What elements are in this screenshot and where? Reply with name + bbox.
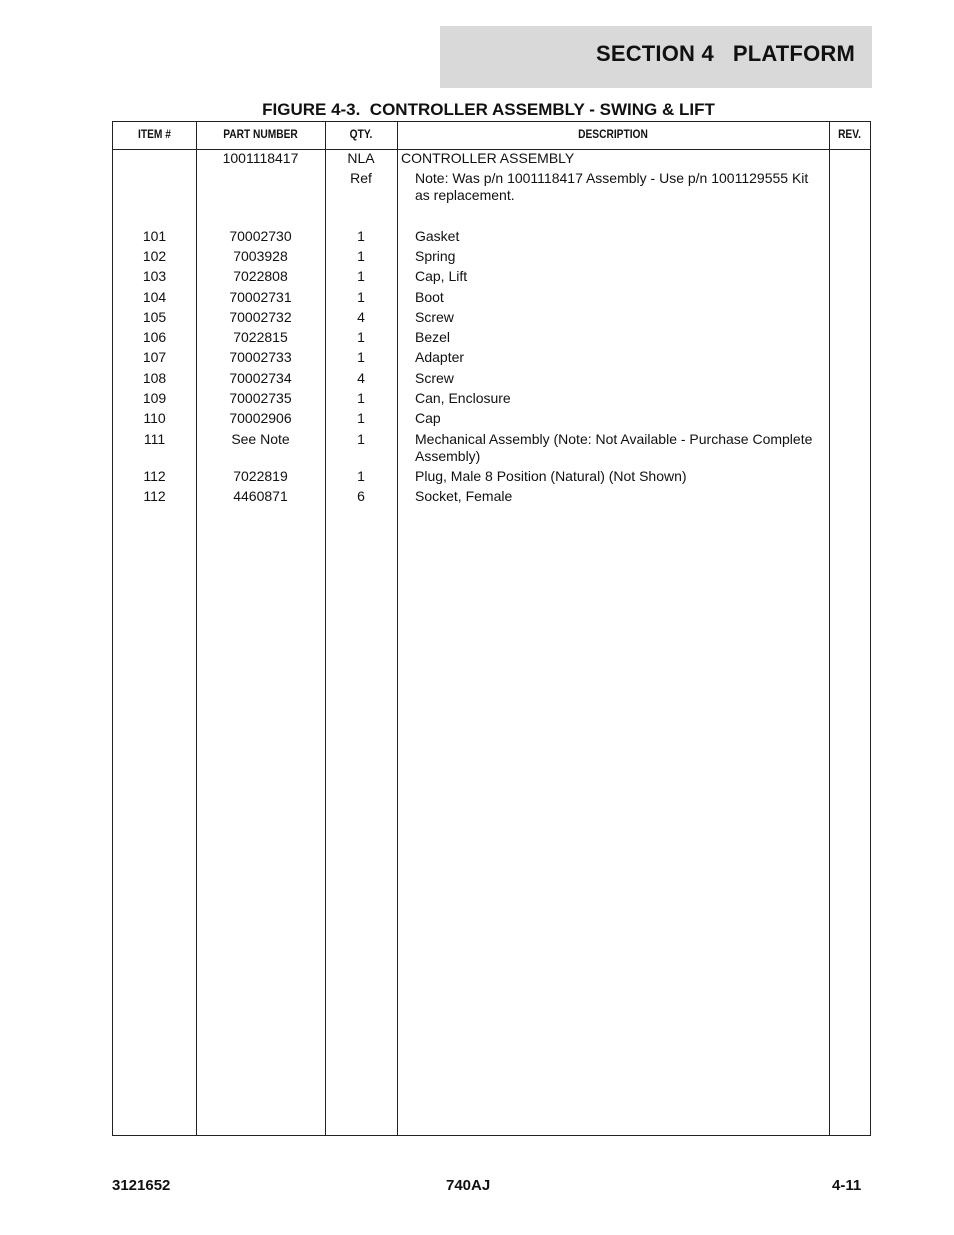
part-number: 70002732 (229, 309, 292, 325)
quantity: 4 (357, 370, 365, 386)
header-description: DESCRIPTION (578, 127, 648, 141)
description: Mechanical Assembly (Note: Not Available - Purchase Complete Assembly) (415, 431, 813, 464)
column-divider (829, 122, 830, 1135)
item-number: 110 (143, 410, 166, 426)
part-number: 70002735 (229, 390, 292, 406)
description: Adapter (415, 349, 465, 365)
quantity: 1 (357, 228, 365, 244)
description: Spring (415, 248, 456, 264)
quantity: 1 (357, 248, 365, 264)
description: Socket, Female (415, 488, 513, 504)
description: Gasket (415, 228, 460, 244)
item-number: 112 (143, 468, 166, 484)
description: Cap, Lift (415, 268, 468, 284)
item-number: 105 (142, 309, 167, 325)
quantity: 1 (357, 268, 365, 284)
description: Plug, Male 8 Position (Natural) (Not Shown) (415, 468, 687, 484)
column-divider (397, 122, 398, 1135)
part-number: 7022815 (233, 329, 288, 345)
quantity: Ref (350, 170, 372, 186)
figure-title: FIGURE 4-3. CONTROLLER ASSEMBLY - SWING & LIFT (262, 100, 715, 119)
part-number: 70002906 (229, 410, 292, 426)
quantity: 4 (357, 309, 365, 325)
quantity: 6 (357, 488, 365, 504)
footer-model: 740AJ (446, 1177, 491, 1194)
quantity: 1 (357, 390, 365, 406)
description: Boot (415, 289, 444, 305)
part-number: 7022808 (233, 268, 288, 284)
item-number: 109 (142, 390, 167, 406)
header-qty: QTY. (349, 127, 373, 141)
item-number: 101 (142, 228, 167, 244)
header-item: ITEM # (138, 127, 171, 141)
item-number: 104 (142, 289, 167, 305)
part-number: 4460871 (233, 488, 288, 504)
description: Bezel (415, 329, 451, 345)
item-number: 107 (142, 349, 167, 365)
part-number: 70002730 (229, 228, 292, 244)
quantity: 1 (357, 410, 365, 426)
part-number: 7022819 (233, 468, 288, 484)
quantity: 1 (357, 329, 365, 345)
section-banner (440, 26, 872, 88)
footer-page-number: 4-11 (832, 1177, 862, 1194)
description: Note: Was p/n 1001118417 Assembly - Use p/n 1001129555 Kit as replacement. (415, 170, 809, 203)
part-number: 70002731 (229, 289, 292, 305)
part-number: 70002734 (229, 370, 292, 386)
description: Can, Enclosure (415, 390, 511, 406)
item-number: 103 (142, 268, 167, 284)
item-number: 112 (143, 488, 166, 504)
part-number: 70002733 (229, 349, 292, 365)
item-number: 106 (142, 329, 167, 345)
item-number: 108 (142, 370, 167, 386)
part-number: 7003928 (233, 248, 288, 264)
quantity: 1 (357, 289, 365, 305)
description: Cap (415, 410, 441, 426)
item-number: 111 (143, 431, 166, 447)
description: Screw (415, 370, 454, 386)
quantity: 1 (357, 468, 365, 484)
parts-table (112, 121, 871, 1136)
quantity: NLA (347, 150, 375, 166)
quantity: 1 (357, 431, 365, 447)
part-number: 1001118417 (222, 150, 299, 166)
section-title: SECTION 4 PLATFORM (595, 41, 855, 66)
header-rev: REV. (838, 127, 861, 141)
part-number: See Note (231, 431, 290, 447)
description: CONTROLLER ASSEMBLY (401, 150, 575, 166)
description: Screw (415, 309, 454, 325)
quantity: 1 (357, 349, 365, 365)
header-part-number: PART NUMBER (223, 127, 298, 141)
footer-doc-number: 3121652 (112, 1177, 171, 1194)
item-number: 102 (142, 248, 167, 264)
